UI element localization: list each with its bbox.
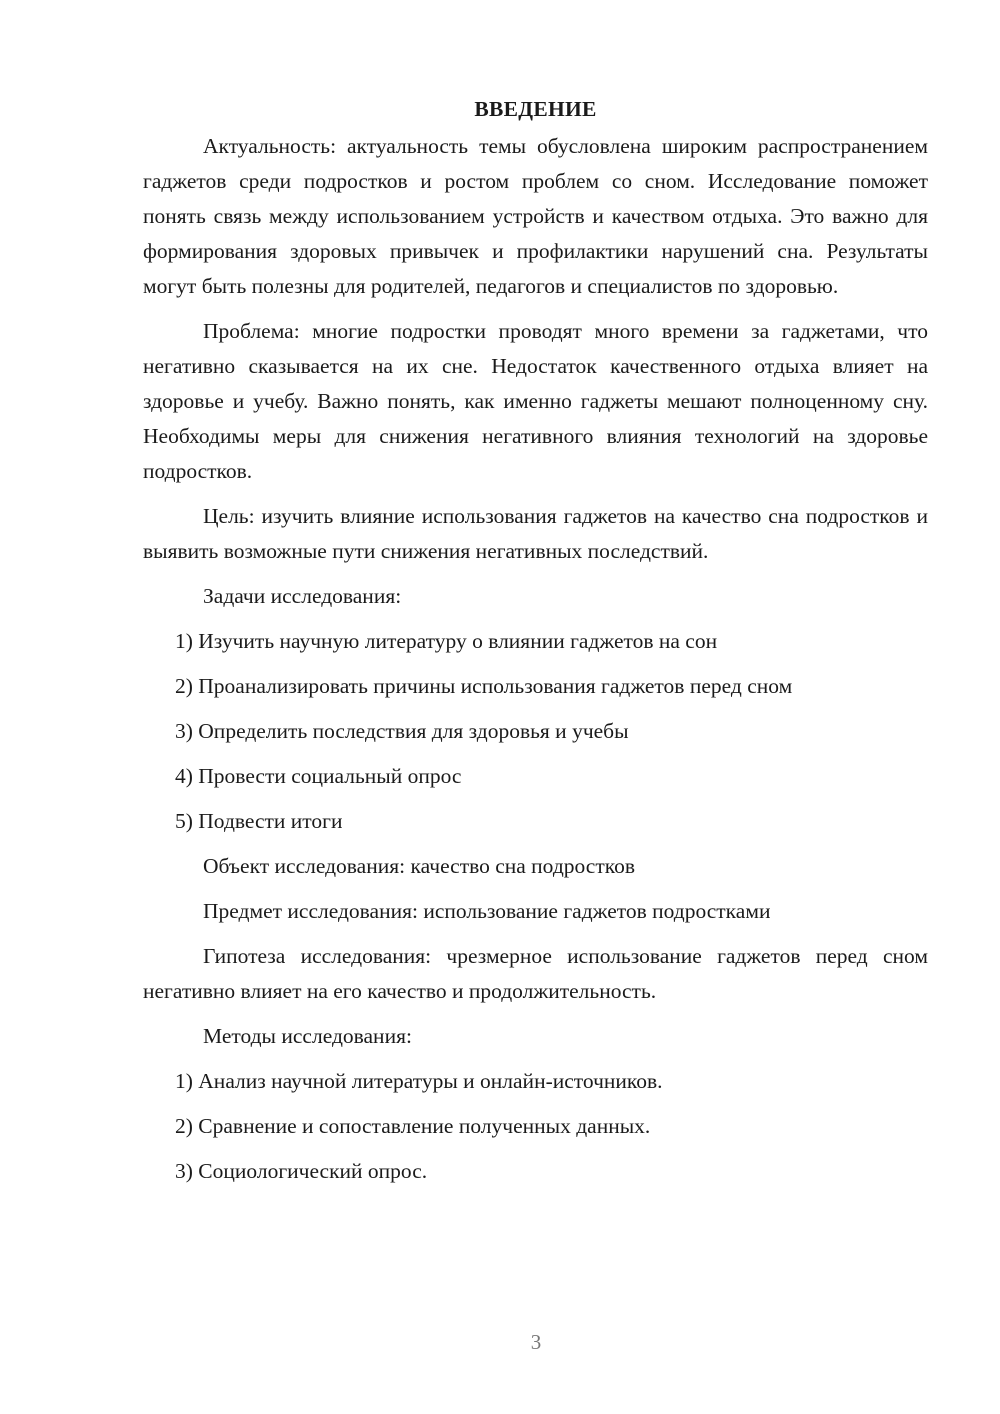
tasks-title: Задачи исследования:	[203, 584, 402, 608]
hypothesis-paragraph: Гипотеза исследования: чрезмерное использование гаджетов перед сном негативно влияет на его качество и продолжительность.	[143, 944, 928, 1003]
object-paragraph: Объект исследования: качество сна подростков	[203, 854, 635, 878]
page-title: ВВЕДЕНИЕ	[474, 97, 597, 121]
page-number: 3	[530, 1330, 542, 1354]
list-item: 5) Подвести итоги	[175, 809, 343, 833]
goal-paragraph: Цель: изучить влияние использования гаджетов на качество сна подростков и выявить возможные пути снижения негативных последствий.	[143, 504, 928, 563]
methods-list	[143, 1064, 928, 1189]
list-item: 3) Определить последствия для здоровья и учебы	[175, 719, 629, 743]
list-item: 4) Провести социальный опрос	[175, 764, 462, 788]
list-item: 1) Изучить научную литературу о влиянии гаджетов на сон	[175, 629, 718, 653]
relevance-paragraph: Актуальность: актуальность темы обусловлена широким распространением гаджетов среди подростков и ростом проблем со сном. Исследование поможет понять связь между использованием устройств и качеством отдыха. Это важно для формирования здоровых привычек и профилактики нарушений сна. Результаты могут быть полезны для родителей, педагогов и специалистов по здоровью.	[143, 134, 928, 298]
list-item: 1) Анализ научной литературы и онлайн-источников.	[175, 1069, 663, 1093]
subject-paragraph: Предмет исследования: использование гаджетов подростками	[203, 899, 771, 923]
list-item: 2) Проанализировать причины использования гаджетов перед сном	[175, 674, 793, 698]
tasks-list	[143, 624, 928, 839]
methods-title: Методы исследования:	[203, 1024, 412, 1048]
list-item: 3) Социологический опрос.	[175, 1159, 428, 1183]
list-item: 2) Сравнение и сопоставление полученных данных.	[175, 1114, 651, 1138]
problem-paragraph: Проблема: многие подростки проводят много времени за гаджетами, что негативно сказывается на их сне. Недостаток качественного отдыха влияет на здоровье и учебу. Важно понять, как именно гаджеты мешают полноценному сну. Необходимы меры для снижения негативного влияния технологий на здоровье подростков.	[143, 319, 928, 483]
document-page	[143, 92, 928, 1199]
